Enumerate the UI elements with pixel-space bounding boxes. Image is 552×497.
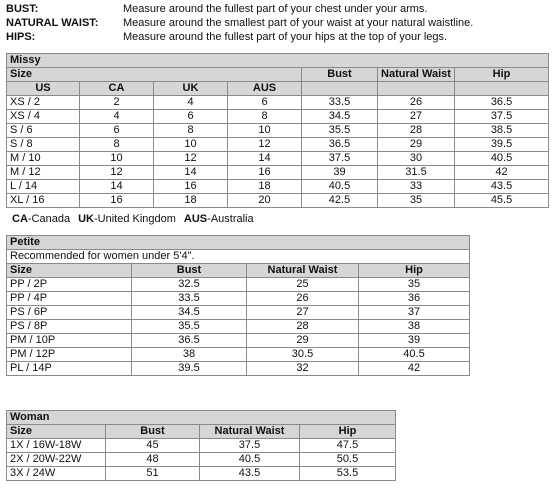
hip-cell: 42 xyxy=(359,362,470,376)
measurement-description: Measure around the fullest part of your hips at the top of your legs. xyxy=(123,31,448,43)
bust-cell: 33.5 xyxy=(302,96,378,110)
table-row xyxy=(7,180,549,194)
hip-cell: 40.5 xyxy=(455,152,549,166)
table-row xyxy=(7,348,470,362)
petite-note: Recommended for women under 5'4". xyxy=(7,250,470,264)
missy-size-header: Size xyxy=(7,68,302,82)
woman-hip-header: Hip xyxy=(300,425,396,439)
hip-cell: 47.5 xyxy=(300,439,396,453)
table-row xyxy=(7,96,549,110)
natural-waist-cell: 30.5 xyxy=(247,348,359,362)
size-us-cell: M / 12 xyxy=(7,166,80,180)
size-uk-cell: 8 xyxy=(154,124,228,138)
size-aus-cell: 10 xyxy=(228,124,302,138)
hip-cell: 50.5 xyxy=(300,453,396,467)
size-aus-cell: 8 xyxy=(228,110,302,124)
table-row xyxy=(7,124,549,138)
measurement-natural-waist xyxy=(6,16,546,30)
bust-cell: 36.5 xyxy=(132,334,247,348)
hip-cell: 53.5 xyxy=(300,467,396,481)
size-ca-cell: 2 xyxy=(80,96,154,110)
table-row xyxy=(7,278,470,292)
table-row xyxy=(7,152,549,166)
size-uk-cell: 4 xyxy=(154,96,228,110)
missy-bust-header: Bust xyxy=(302,68,378,82)
hip-cell: 37.5 xyxy=(455,110,549,124)
natural-waist-cell: 40.5 xyxy=(200,453,300,467)
missy-title: Missy xyxy=(7,54,549,68)
missy-empty-header xyxy=(302,82,378,96)
size-aus-cell: 16 xyxy=(228,166,302,180)
missy-size-table xyxy=(6,53,549,208)
size-uk-cell: 12 xyxy=(154,152,228,166)
measurement-definitions xyxy=(6,2,546,44)
natural-waist-cell: 30 xyxy=(378,152,455,166)
size-cell: PP / 4P xyxy=(7,292,132,306)
measurement-term: HIPS: xyxy=(6,31,36,43)
size-cell: PS / 8P xyxy=(7,320,132,334)
measurement-term: NATURAL WAIST: xyxy=(6,17,99,29)
hip-cell: 43.5 xyxy=(455,180,549,194)
measurement-bust xyxy=(6,2,546,16)
woman-bust-header: Bust xyxy=(106,425,200,439)
hip-cell: 42 xyxy=(455,166,549,180)
missy-empty-header xyxy=(455,82,549,96)
missy-us-header: US xyxy=(7,82,80,96)
size-ca-cell: 16 xyxy=(80,194,154,208)
size-uk-cell: 14 xyxy=(154,166,228,180)
size-aus-cell: 20 xyxy=(228,194,302,208)
natural-waist-cell: 29 xyxy=(247,334,359,348)
natural-waist-cell: 28 xyxy=(247,320,359,334)
natural-waist-cell: 25 xyxy=(247,278,359,292)
size-us-cell: S / 6 xyxy=(7,124,80,138)
petite-bust-header: Bust xyxy=(132,264,247,278)
size-aus-cell: 18 xyxy=(228,180,302,194)
size-us-cell: XL / 16 xyxy=(7,194,80,208)
hip-cell: 36.5 xyxy=(455,96,549,110)
size-uk-cell: 10 xyxy=(154,138,228,152)
size-cell: PM / 10P xyxy=(7,334,132,348)
bust-cell: 35.5 xyxy=(302,124,378,138)
table-row xyxy=(7,110,549,124)
petite-size-header: Size xyxy=(7,264,132,278)
bust-cell: 34.5 xyxy=(132,306,247,320)
size-aus-cell: 6 xyxy=(228,96,302,110)
woman-title: Woman xyxy=(7,411,396,425)
size-ca-cell: 12 xyxy=(80,166,154,180)
size-cell: 3X / 24W xyxy=(7,467,106,481)
size-uk-cell: 6 xyxy=(154,110,228,124)
size-cell: PL / 14P xyxy=(7,362,132,376)
bust-cell: 40.5 xyxy=(302,180,378,194)
measurement-description: Measure around the smallest part of your waist at your natural waistline. xyxy=(123,17,474,29)
table-row xyxy=(7,166,549,180)
table-row xyxy=(7,453,396,467)
bust-cell: 37.5 xyxy=(302,152,378,166)
petite-size-table xyxy=(6,235,470,376)
legend-abbr: UK xyxy=(78,213,94,225)
bust-cell: 36.5 xyxy=(302,138,378,152)
size-ca-cell: 6 xyxy=(80,124,154,138)
table-row xyxy=(7,320,470,334)
bust-cell: 48 xyxy=(106,453,200,467)
natural-waist-cell: 31.5 xyxy=(378,166,455,180)
missy-uk-header: UK xyxy=(154,82,228,96)
natural-waist-cell: 29 xyxy=(378,138,455,152)
size-cell: PS / 6P xyxy=(7,306,132,320)
bust-cell: 42.5 xyxy=(302,194,378,208)
natural-waist-cell: 28 xyxy=(378,124,455,138)
petite-title: Petite xyxy=(7,236,470,250)
missy-aus-header: AUS xyxy=(228,82,302,96)
size-us-cell: L / 14 xyxy=(7,180,80,194)
table-row xyxy=(7,439,396,453)
table-row xyxy=(7,362,470,376)
natural-waist-cell: 26 xyxy=(378,96,455,110)
size-us-cell: XS / 2 xyxy=(7,96,80,110)
measurement-hips xyxy=(6,30,546,44)
hip-cell: 37 xyxy=(359,306,470,320)
petite-waist-header: Natural Waist xyxy=(247,264,359,278)
hip-cell: 39.5 xyxy=(455,138,549,152)
missy-empty-header xyxy=(378,82,455,96)
bust-cell: 51 xyxy=(106,467,200,481)
table-row xyxy=(7,194,549,208)
table-row xyxy=(7,138,549,152)
bust-cell: 39 xyxy=(302,166,378,180)
natural-waist-cell: 37.5 xyxy=(200,439,300,453)
hip-cell: 40.5 xyxy=(359,348,470,362)
natural-waist-cell: 32 xyxy=(247,362,359,376)
bust-cell: 33.5 xyxy=(132,292,247,306)
legend-name: -Canada xyxy=(27,213,71,225)
size-cell: PP / 2P xyxy=(7,278,132,292)
bust-cell: 34.5 xyxy=(302,110,378,124)
table-row xyxy=(7,334,470,348)
size-ca-cell: 14 xyxy=(80,180,154,194)
legend-abbr: CA xyxy=(12,213,28,225)
table-row xyxy=(7,467,396,481)
hip-cell: 39 xyxy=(359,334,470,348)
size-ca-cell: 10 xyxy=(80,152,154,166)
table-row xyxy=(7,292,470,306)
measurement-description: Measure around the fullest part of your chest under your arms. xyxy=(123,3,428,15)
woman-waist-header: Natural Waist xyxy=(200,425,300,439)
natural-waist-cell: 33 xyxy=(378,180,455,194)
natural-waist-cell: 35 xyxy=(378,194,455,208)
size-us-cell: XS / 4 xyxy=(7,110,80,124)
table-row xyxy=(7,306,470,320)
size-ca-cell: 8 xyxy=(80,138,154,152)
bust-cell: 35.5 xyxy=(132,320,247,334)
missy-waist-header: Natural Waist xyxy=(378,68,455,82)
country-legend xyxy=(12,212,254,226)
natural-waist-cell: 27 xyxy=(247,306,359,320)
size-us-cell: S / 8 xyxy=(7,138,80,152)
missy-hip-header: Hip xyxy=(455,68,549,82)
hip-cell: 35 xyxy=(359,278,470,292)
hip-cell: 36 xyxy=(359,292,470,306)
petite-hip-header: Hip xyxy=(359,264,470,278)
woman-size-table xyxy=(6,410,396,481)
natural-waist-cell: 27 xyxy=(378,110,455,124)
hip-cell: 45.5 xyxy=(455,194,549,208)
hip-cell: 38.5 xyxy=(455,124,549,138)
bust-cell: 45 xyxy=(106,439,200,453)
size-ca-cell: 4 xyxy=(80,110,154,124)
size-cell: 1X / 16W-18W xyxy=(7,439,106,453)
missy-ca-header: CA xyxy=(80,82,154,96)
measurement-term: BUST: xyxy=(6,3,39,15)
size-aus-cell: 12 xyxy=(228,138,302,152)
natural-waist-cell: 26 xyxy=(247,292,359,306)
bust-cell: 32.5 xyxy=(132,278,247,292)
size-us-cell: M / 10 xyxy=(7,152,80,166)
size-aus-cell: 14 xyxy=(228,152,302,166)
natural-waist-cell: 43.5 xyxy=(200,467,300,481)
legend-abbr: AUS xyxy=(183,213,208,225)
size-uk-cell: 16 xyxy=(154,180,228,194)
size-cell: 2X / 20W-22W xyxy=(7,453,106,467)
legend-name: -Australia xyxy=(207,213,254,225)
bust-cell: 38 xyxy=(132,348,247,362)
hip-cell: 38 xyxy=(359,320,470,334)
size-uk-cell: 18 xyxy=(154,194,228,208)
legend-name: -United Kingdom xyxy=(93,213,176,225)
size-cell: PM / 12P xyxy=(7,348,132,362)
woman-size-header: Size xyxy=(7,425,106,439)
bust-cell: 39.5 xyxy=(132,362,247,376)
